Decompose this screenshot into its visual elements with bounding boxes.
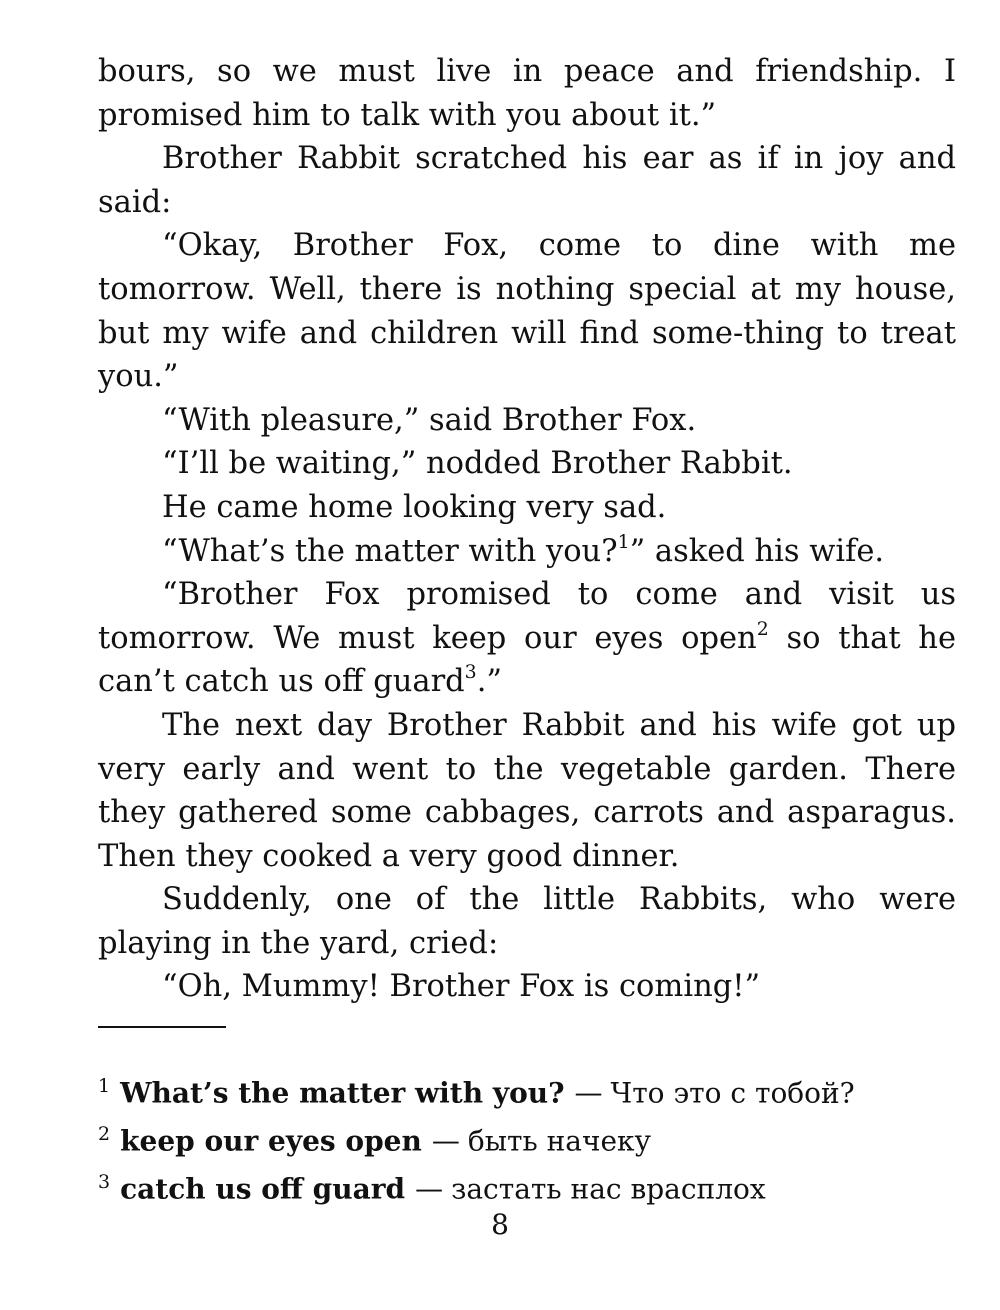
paragraph-text: The next day Brother Rabbit and his wife got up very early and went to the vegetable garden. There they gathered some cabbages, carrots and asparagus. Then they cooked a very good dinner. [98,707,956,874]
footnote-translation: Что это с тобой? [610,1076,855,1110]
paragraph [98,486,956,530]
paragraph-text: Suddenly, one of the little Rabbits, who were playing in the yard, cried: [98,882,956,961]
paragraph-text: “Brother Fox promised to come and visit us tomorrow. We must keep our eyes open [98,577,956,656]
paragraph-text: He came home looking very sad. [162,489,667,525]
paragraph [98,530,956,574]
footnote-number: 1 [98,1075,111,1097]
paragraph [98,704,956,878]
paragraph-text: “What’s the matter with you? [162,533,618,569]
footnote-divider [98,1026,226,1028]
footnote-term: keep our eyes open [120,1124,422,1158]
footnote-item [98,1066,958,1114]
footnote-translation: быть начеку [467,1124,652,1158]
paragraph-text: “With pleasure,” said Brother Fox. [162,402,697,438]
paragraph-text: “I’ll be waiting,” nodded Brother Rabbit. [162,446,793,482]
footnote-number: 2 [98,1122,111,1145]
paragraph-text: ” asked his wife. [629,533,885,569]
footnote-marker: 3 [464,661,477,684]
paragraph-text: .” [476,664,502,700]
paragraph-text: “Oh, Mummy! Brother Fox is coming!” [162,969,761,1005]
paragraph [98,224,956,398]
paragraph [98,399,956,443]
paragraph [98,573,956,704]
story-text [98,50,956,1009]
paragraph [98,442,956,486]
paragraph-text: so that he can’t catch us off guard [98,620,957,700]
paragraph [98,878,956,965]
footnote-term: catch us off guard [120,1172,406,1206]
footnote-item [98,1162,958,1210]
page-number: 8 [491,1208,509,1241]
paragraph [98,965,956,1009]
paragraph-text: “Okay, Brother Fox, come to dine with me tomorrow. Well, there is nothing special at my house, but my wife and children will find some-thing to treat you.” [98,228,956,395]
footnote-term: What’s the matter with you? [120,1076,565,1110]
footnote-dash: — [431,1124,460,1158]
paragraph-text: bours, so we must live in peace and friendship. I promised him to talk with you about it.” [98,54,956,133]
paragraph [98,137,956,224]
paragraph-text: Brother Rabbit scratched his ear as if in joy and said: [98,141,956,220]
paragraph [98,50,956,137]
footnote-item [98,1114,958,1162]
footnote-marker: 1 [617,530,630,553]
footnote-number: 3 [98,1170,111,1193]
footnote-marker: 2 [756,617,769,640]
footnote-translation: застать нас врасплох [451,1172,766,1206]
footnotes [98,1066,958,1210]
footnote-dash: — [415,1172,444,1206]
footnote-dash: — [574,1076,603,1110]
